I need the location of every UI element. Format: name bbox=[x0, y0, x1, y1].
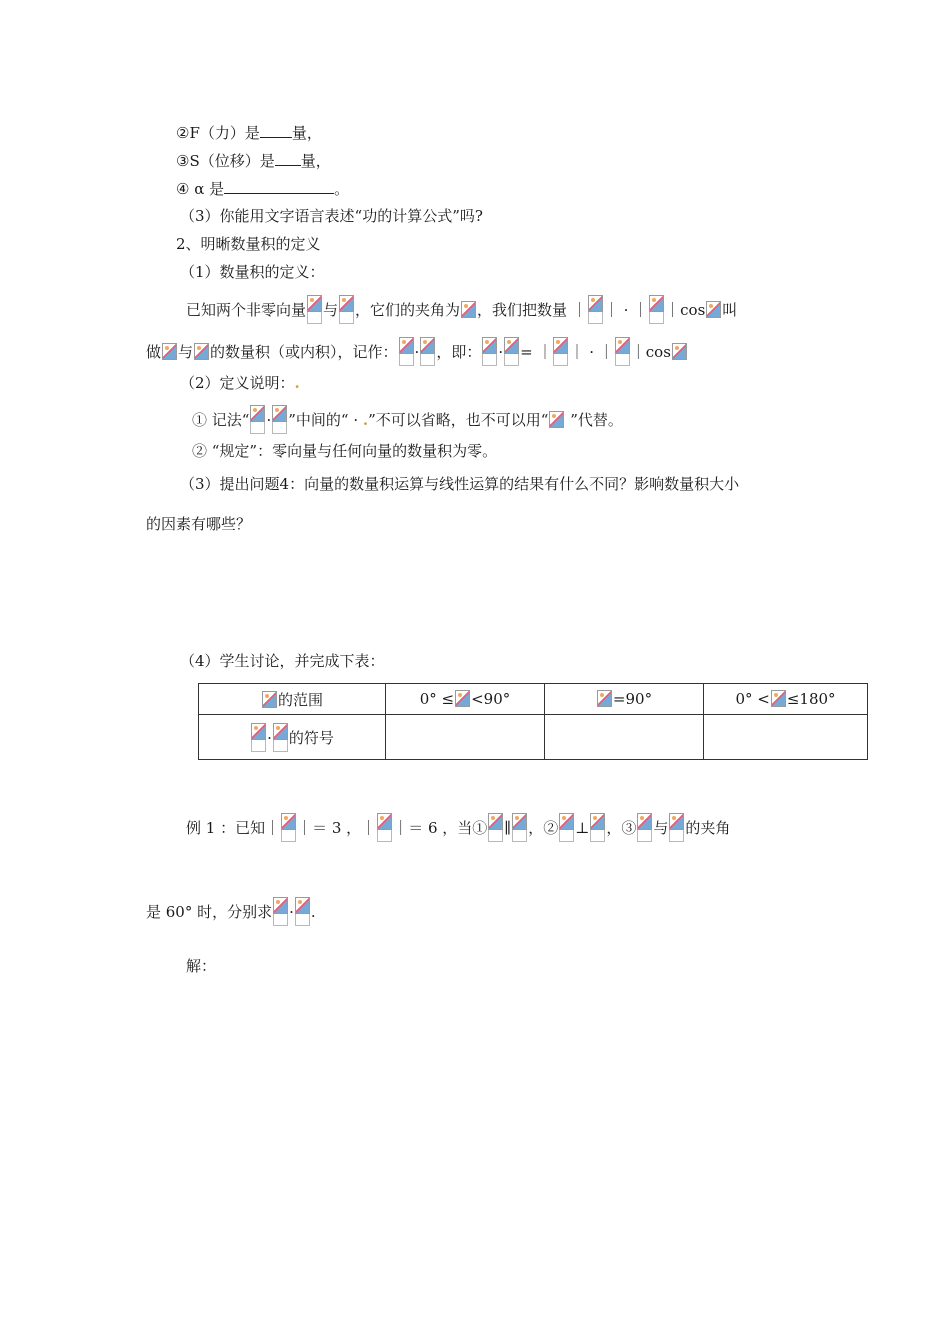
formula-image-icon bbox=[307, 295, 322, 324]
formula-image-icon bbox=[250, 405, 265, 434]
formula-image-icon bbox=[597, 690, 612, 707]
formula-image-icon bbox=[455, 690, 470, 707]
formula-image-icon bbox=[420, 337, 435, 366]
formula-image-icon bbox=[482, 337, 497, 366]
marker-dot-icon: . bbox=[362, 411, 369, 429]
example-1: 例 1 ：已知｜ ｜＝ 3 ，｜ ｜＝ 6 ，当① ∥ ，② ⊥ ，③ 与 的夹角 bbox=[186, 813, 730, 842]
example-1-cont: 是 60° 时，分别求 · . bbox=[146, 897, 316, 926]
formula-image-icon bbox=[272, 405, 287, 434]
note-1: ① 记法“ · ”中间的“ · .”不可以省略，也不可以用“ ”代替。 bbox=[192, 405, 623, 434]
cell-obtuse: 0° < ≤180° bbox=[704, 684, 868, 715]
question-3: （3）你能用文字语言表述“功的计算公式”吗? bbox=[180, 207, 483, 225]
formula-image-icon bbox=[669, 813, 684, 842]
line-alpha: ④ α 是 。 bbox=[176, 177, 349, 200]
formula-image-icon bbox=[399, 337, 414, 366]
cell-sign-header: · 的符号 bbox=[199, 715, 386, 760]
formula-image-icon bbox=[162, 343, 177, 360]
definition-line-2: 做 与 的数量积（或内积），记作： · ，即： · = ｜ ｜ · ｜ ｜cos bbox=[146, 337, 688, 366]
formula-image-icon bbox=[273, 723, 288, 752]
formula-image-icon bbox=[251, 723, 266, 752]
formula-image-icon bbox=[339, 295, 354, 324]
formula-image-icon bbox=[590, 813, 605, 842]
cell-range-header: 的范围 bbox=[199, 684, 386, 715]
fill-blank[interactable] bbox=[224, 177, 334, 194]
formula-image-icon bbox=[194, 343, 209, 360]
subheading-definition: （1）数量积的定义： bbox=[180, 263, 325, 281]
line-displacement: ③S（位移）是 量， bbox=[176, 149, 331, 172]
fill-blank[interactable] bbox=[260, 121, 292, 138]
cell-answer[interactable] bbox=[704, 715, 868, 760]
discussion-heading: （4）学生讨论，并完成下表： bbox=[180, 652, 385, 670]
formula-image-icon bbox=[553, 337, 568, 366]
formula-image-icon bbox=[672, 343, 687, 360]
formula-image-icon bbox=[273, 897, 288, 926]
definition-line-1: 已知两个非零向量 与 ，它们的夹角为 ，我们把数量 ｜ ｜ · ｜ ｜cos 叫 bbox=[186, 295, 737, 324]
cell-right: =90° bbox=[545, 684, 704, 715]
formula-image-icon bbox=[504, 337, 519, 366]
formula-image-icon bbox=[549, 411, 564, 428]
formula-image-icon bbox=[512, 813, 527, 842]
line-force: ②F（力）是 量， bbox=[176, 121, 322, 144]
marker-dot-icon: . bbox=[294, 374, 300, 392]
note-2: ② “规定”：零向量与任何向量的数量积为零。 bbox=[192, 442, 498, 460]
fill-blank[interactable] bbox=[275, 149, 301, 166]
section-heading: 2、明晰数量积的定义 bbox=[176, 235, 321, 253]
formula-image-icon bbox=[461, 301, 476, 318]
solution-label: 解： bbox=[186, 957, 217, 975]
formula-image-icon bbox=[295, 897, 310, 926]
formula-image-icon bbox=[281, 813, 296, 842]
formula-image-icon bbox=[637, 813, 652, 842]
formula-image-icon bbox=[488, 813, 503, 842]
cell-acute: 0° ≤ <90° bbox=[386, 684, 545, 715]
formula-image-icon bbox=[559, 813, 574, 842]
formula-image-icon bbox=[588, 295, 603, 324]
subheading-notes: （2）定义说明：. bbox=[180, 374, 300, 392]
question-4: （3）提出问题4：向量的数量积运算与线性运算的结果有什么不同？影响数量积大小 bbox=[180, 475, 740, 493]
question-4-cont: 的因素有哪些？ bbox=[146, 515, 252, 533]
formula-image-icon bbox=[649, 295, 664, 324]
formula-image-icon bbox=[771, 690, 786, 707]
cell-answer[interactable] bbox=[386, 715, 545, 760]
sign-table bbox=[198, 683, 868, 760]
formula-image-icon bbox=[377, 813, 392, 842]
cell-answer[interactable] bbox=[545, 715, 704, 760]
formula-image-icon bbox=[615, 337, 630, 366]
formula-image-icon bbox=[262, 691, 277, 708]
formula-image-icon bbox=[706, 301, 721, 318]
